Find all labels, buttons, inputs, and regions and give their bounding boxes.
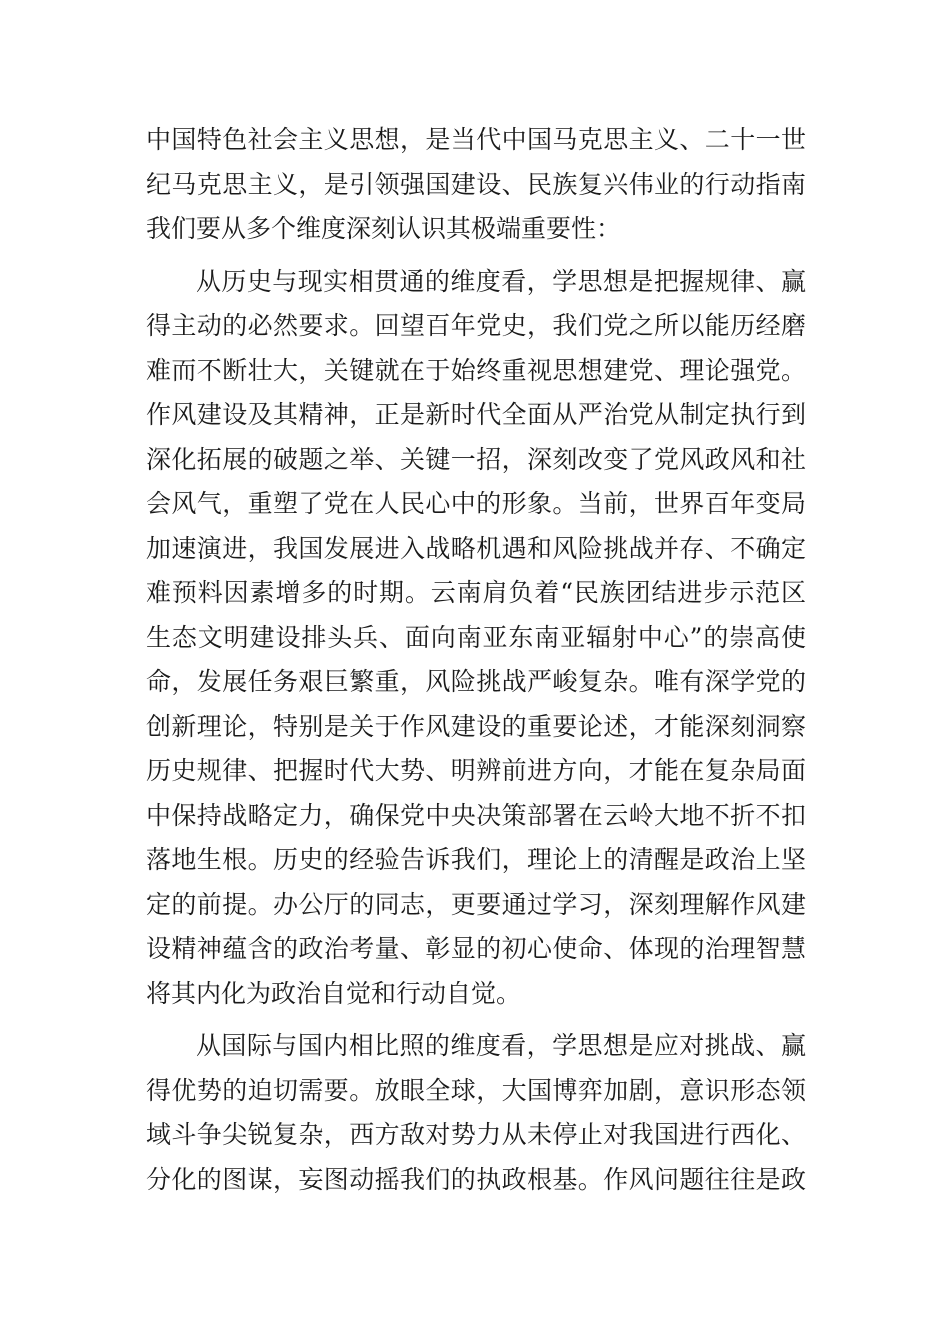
text-line: 落地生根。历史的经验告诉我们，理论上的清醒是政治上坚: [146, 845, 806, 874]
text-line: 会风气，重塑了党在人民心中的形象。当前，世界百年变局: [146, 489, 806, 518]
text-line: 中保持战略定力，确保党中央决策部署在云岭大地不折不扣: [146, 800, 806, 830]
text-line: 中国特色社会主义思想，是当代中国马克思主义、二十一世: [146, 125, 806, 154]
text-line: 命，发展任务艰巨繁重，风险挑战严峻复杂。唯有深学党的: [146, 667, 806, 696]
text-line: 难而不断壮大，关键就在于始终重视思想建党、理论强党。: [146, 355, 806, 385]
paragraph-gap: [146, 1016, 806, 1024]
text-line: 生态文明建设排头兵、面向南亚东南亚辐射中心”的崇高使: [146, 622, 806, 652]
text-line: 深化拓展的破题之举、关键一招，深刻改变了党风政风和社: [146, 444, 806, 474]
text-line: 将其内化为政治自觉和行动自觉。: [146, 978, 522, 1008]
text-line: 创新理论，特别是关于作风建设的重要论述，才能深刻洞察: [146, 711, 806, 741]
text-line: 难预料因素增多的时期。云南肩负着“民族团结进步示范区: [146, 578, 806, 607]
text-line: 纪马克思主义，是引领强国建设、民族复兴伟业的行动指南: [146, 169, 806, 199]
text-line: 设精神蕴含的政治考量、彰显的初心使命、体现的治理智慧: [146, 934, 806, 963]
text-line: 我们要从多个维度深刻认识其极端重要性：: [146, 214, 622, 243]
text-line: 定的前提。办公厅的同志，更要通过学习，深刻理解作风建: [146, 889, 806, 919]
text-line: 分化的图谋，妄图动摇我们的执政根基。作风问题往往是政: [146, 1164, 806, 1194]
paragraph-1: [146, 118, 806, 252]
paragraph-3: [146, 1024, 806, 1202]
paragraph-2: [146, 260, 806, 1017]
text-line: 从国际与国内相比照的维度看，学思想是应对挑战、赢: [196, 1031, 806, 1060]
document-body: [146, 118, 806, 1202]
text-line: 域斗争尖锐复杂，西方敌对势力从未停止对我国进行西化、: [146, 1120, 806, 1149]
text-line: 得优势的迫切需要。放眼全球，大国博弈加剧，意识形态领: [146, 1075, 806, 1105]
paragraph-gap: [146, 252, 806, 260]
text-line: 历史规律、把握时代大势、明辨前进方向，才能在复杂局面: [146, 756, 806, 785]
text-line: 得主动的必然要求。回望百年党史，我们党之所以能历经磨: [146, 311, 806, 340]
text-line: 作风建设及其精神，正是新时代全面从严治党从制定执行到: [146, 400, 806, 429]
text-line: 加速演进，我国发展进入战略机遇和风险挑战并存、不确定: [146, 533, 806, 563]
text-line: 从历史与现实相贯通的维度看，学思想是把握规律、赢: [196, 266, 806, 296]
